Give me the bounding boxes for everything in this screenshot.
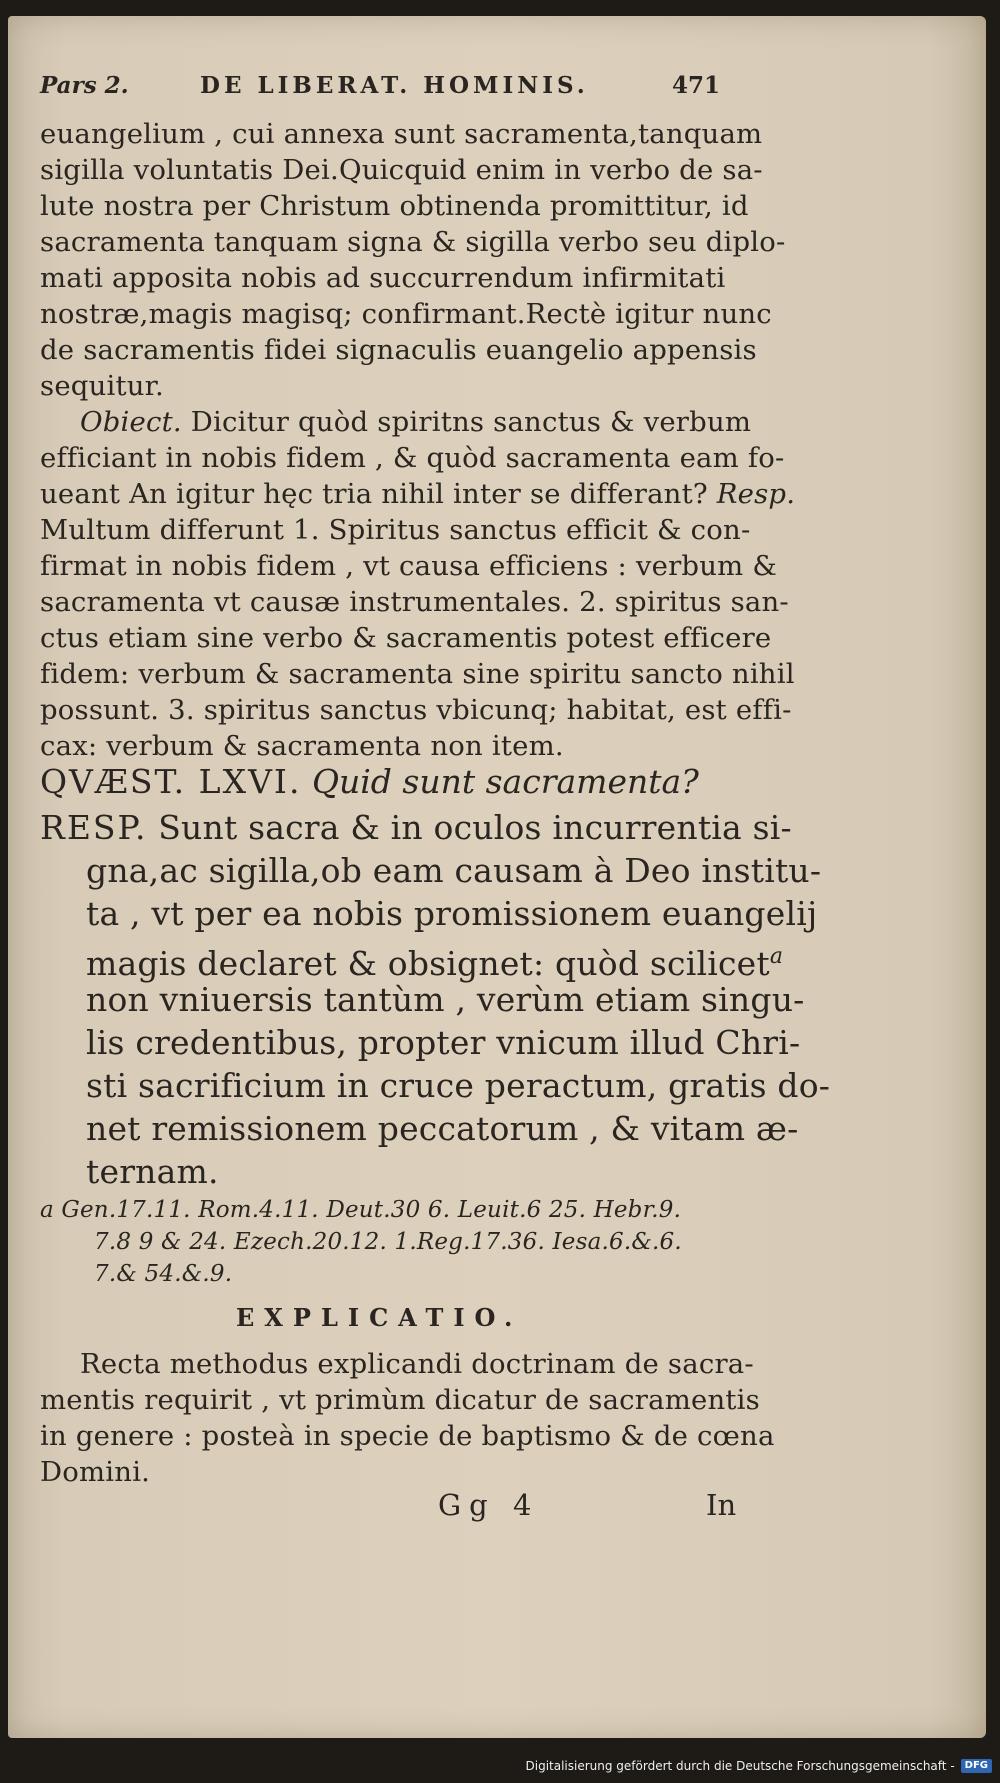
text-line bbox=[40, 476, 796, 512]
answer-text: Sunt sacra & in oculos incurrentia si- bbox=[147, 808, 792, 847]
text-line: non vniuersis tantùm , verùm etiam singu- bbox=[86, 980, 805, 1019]
objection-text: ueant An igitur hęc tria nihil inter se differant? bbox=[40, 478, 717, 510]
reference-line: 7.8 9 & 24. Ezech.20.12. 1.Reg.17.36. Iesa.6.&.6. bbox=[94, 1229, 682, 1255]
text-line bbox=[40, 404, 752, 440]
text-line: de sacramentis fidei signaculis euangelio appensis bbox=[40, 334, 757, 366]
signature-mark: Gg 4 bbox=[438, 1488, 540, 1522]
running-head-title: DE LIBERAT. HOMINIS. bbox=[200, 72, 589, 99]
reference-line: 7.& 54.&.9. bbox=[94, 1261, 233, 1287]
text-line: sequitur. bbox=[40, 370, 164, 402]
text-line: lis credentibus, propter vnicum illud Chri- bbox=[86, 1023, 801, 1062]
text-line: Multum differunt 1. Spiritus sanctus efficit & con- bbox=[40, 514, 751, 546]
objection-label: Obiect. bbox=[80, 406, 182, 438]
text-line bbox=[40, 806, 792, 849]
text-line: Domini. bbox=[40, 1456, 151, 1488]
text-line: sacramenta tanquam signa & sigilla verbo seu diplo- bbox=[40, 226, 786, 258]
text-line: ta , vt per ea nobis promissionem euangelij bbox=[86, 894, 818, 933]
text-line: cax: verbum & sacramenta non item. bbox=[40, 730, 564, 762]
text-line: nostræ,magis magisq; confirmant.Rectè igitur nunc bbox=[40, 298, 772, 330]
section-heading: EXPLICATIO. bbox=[236, 1303, 523, 1332]
running-head bbox=[40, 72, 720, 106]
text-line bbox=[40, 935, 784, 983]
text-line: mentis requirit , vt primùm dicatur de sacramentis bbox=[40, 1384, 760, 1416]
text-line: efficiant in nobis fidem , & quòd sacramenta eam fo- bbox=[40, 442, 785, 474]
page-number: 471 bbox=[671, 72, 720, 99]
text-line: euangelium , cui annexa sunt sacramenta,tanquam bbox=[40, 118, 763, 150]
catchword: In bbox=[706, 1488, 737, 1522]
answer-block bbox=[40, 806, 831, 1193]
text-line: sigilla voluntatis Dei.Quicquid enim in verbo de sa- bbox=[40, 154, 763, 186]
text-line: gna,ac sigilla,ob eam causam à Deo institu- bbox=[86, 851, 822, 890]
footnote-marker: a bbox=[769, 944, 784, 969]
credit-text: Digitalisierung gefördert durch die Deutsche Forschungsgemeinschaft - bbox=[525, 1759, 955, 1773]
text-line: firmat in nobis fidem , vt causa efficiens : verbum & bbox=[40, 550, 778, 582]
digitization-credit bbox=[526, 1753, 993, 1779]
text-line: possunt. 3. spiritus sanctus vbicunq; habitat, est effi- bbox=[40, 694, 792, 726]
text-line: sti sacrificium in cruce peractum, gratis do- bbox=[86, 1066, 831, 1105]
paragraph-objection bbox=[40, 404, 796, 764]
text-line: mati apposita nobis ad succurrendum infirmitati bbox=[40, 262, 726, 294]
answer-text: magis declaret & obsignet: quòd scilicet bbox=[86, 944, 770, 983]
text-line: net remissionem peccatorum , & vitam æ- bbox=[86, 1109, 799, 1148]
text-line: in genere : posteà in specie de baptismo & de cœna bbox=[40, 1420, 775, 1452]
question-label: QVÆST. LXVI. bbox=[40, 762, 302, 801]
paragraph-explicatio bbox=[40, 1346, 775, 1490]
question-heading bbox=[40, 760, 730, 804]
scripture-references bbox=[40, 1194, 730, 1290]
dfg-logo: DFG bbox=[961, 1759, 992, 1773]
text-line: ctus etiam sine verbo & sacramentis potest efficere bbox=[40, 622, 772, 654]
paragraph-introduction bbox=[40, 116, 786, 404]
answer-label: RESP. bbox=[40, 808, 148, 847]
objection-text: Dicitur quòd spiritns sanctus & verbum bbox=[181, 406, 752, 438]
running-head-part: Pars 2. bbox=[40, 72, 129, 99]
response-label: Resp. bbox=[716, 478, 796, 510]
question-text: Quid sunt sacramenta? bbox=[311, 762, 699, 801]
text-line: Recta methodus explicandi doctrinam de sacra- bbox=[80, 1348, 754, 1380]
text-line: lute nostra per Christum obtinenda promittitur, id bbox=[40, 190, 749, 222]
text-line: ternam. bbox=[86, 1152, 219, 1191]
text-line: fidem: verbum & sacramenta sine spiritu sancto nihil bbox=[40, 658, 795, 690]
text-line: sacramenta vt causæ instrumentales. 2. spiritus san- bbox=[40, 586, 789, 618]
reference-line: a Gen.17.11. Rom.4.11. Deut.30 6. Leuit.6 25. Hebr.9. bbox=[40, 1197, 682, 1223]
